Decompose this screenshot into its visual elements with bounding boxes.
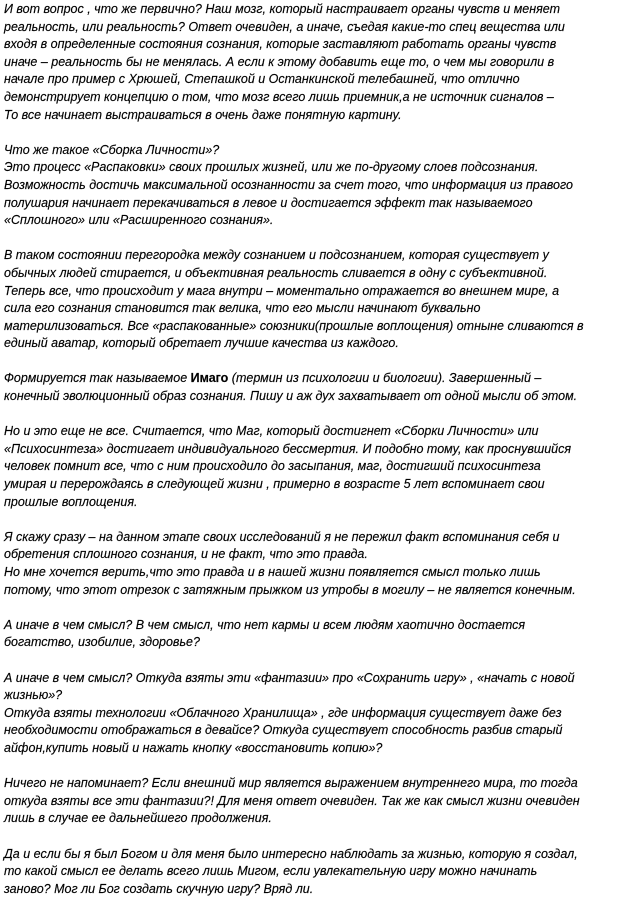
- text-line: умирая и перерождаясь в следующей жизни , примерно в возрасте 5 лет вспоминает свои: [4, 477, 545, 492]
- text-line: жизнью»?: [4, 688, 63, 703]
- text-line: И вот вопрос , что же первично? Наш мозг, который настраивает органы чувств и меняет: [4, 2, 561, 16]
- text-line: Ничего не напоминает? Если внешний мир является выражением внутреннего мира, то тогда: [4, 776, 578, 791]
- text-line: «Психосинтеза» достигает индивидуального бессмертия. И подобно тому, как проснувшийся: [4, 441, 572, 456]
- text-fragment: Формируется так называемое: [4, 371, 191, 386]
- text-line: Откуда взяты технологии «Облачного Хранилища» , где информация существует даже без: [4, 705, 562, 720]
- text-line: материлизоваться. Все «распакованные» союзники(прошлые воплощения) отныне сливаются в: [4, 318, 584, 333]
- text-line: конечный эволюционный образ сознания. Пишу и аж дух захватывает от одной мысли об этом.: [4, 389, 578, 404]
- text-line: сила его сознания становится так велика, что его мысли начинают буквально: [4, 301, 481, 316]
- text-line: обычных людей стирается, и объективная реальность сливается в одну с субъективной.: [4, 265, 548, 280]
- text-line: начале про пример с Хрюшей, Степашкой и Останкинской телебашней, что отлично: [4, 72, 520, 87]
- paragraph-7: [4, 617, 616, 652]
- paragraph-4: [4, 370, 616, 405]
- text-line: Возможность достичь максимальной осознанности за счет того, что информация из правого: [4, 177, 573, 192]
- text-line: входя в определенные состояния сознания, которые заставляют работать органы чувств: [4, 37, 557, 52]
- text-line: А иначе в чем смысл? В чем смысл, что нет кармы и всем людям хаотично достается: [4, 617, 526, 632]
- text-line: «Сплошного» или «Расширенного сознания».: [4, 213, 274, 228]
- paragraph-1: [4, 1, 616, 124]
- text-line: Теперь все, что происходит у мага внутри – моментально отражается во внешнем мире, а: [4, 283, 560, 298]
- text-line: полушария начинает перекачиваться в левое и достигается эффект так называемого: [4, 195, 533, 210]
- text-line: [4, 370, 616, 388]
- imago-term: Имаго: [190, 371, 229, 386]
- paragraph-3: [4, 247, 616, 353]
- text-line: демонстрирует концепцию о том, что мозг всего лишь приемник,а не источник сигналов –: [4, 89, 554, 104]
- paragraph-2: [4, 142, 616, 230]
- text-line: Это процесс «Распаковки» своих прошлых жизней, или же по-другому слоев подсознания.: [4, 160, 539, 175]
- text-fragment: (термин из психологии и биологии). Завершенный –: [228, 371, 542, 386]
- text-line: человек помнит все, что с ним происходило до засыпания, маг, достигший психосинтеза: [4, 459, 541, 474]
- text-line: заново? Мог ли Бог создать скучную игру? Вряд ли.: [4, 881, 314, 896]
- text-line: Но мне хочется верить,что это правда и в нашей жизни появляется смысл только лишь: [4, 565, 541, 579]
- text-line: богатство, изобилие, здоровье?: [4, 635, 200, 650]
- paragraph-8: [4, 670, 616, 758]
- text-line: то какой смысл ее делать всего лишь Мигом, если увлекательную игру можно начинать: [4, 864, 538, 879]
- text-line: прошлые воплощения.: [4, 494, 138, 509]
- text-line: реальность, или реальность? Ответ очевиден, а иначе, съедая какие-то спец вещества или: [4, 19, 565, 34]
- paragraph-10: [4, 846, 616, 899]
- text-line: Да и если бы я был Богом и для меня было интересно наблюдать за жизнью, которую я создал,: [4, 846, 578, 861]
- paragraph-5: [4, 423, 616, 511]
- text-line: В таком состоянии перегородка между сознанием и подсознанием, которая существует у: [4, 248, 549, 263]
- text-line: потому, что этот отрезок с затяжным прыжком из утробы в могилу – не является конечным.: [4, 582, 576, 597]
- text-line: айфон,купить новый и нажать кнопку «восстановить копию»?: [4, 740, 383, 755]
- text-line: необходимости отображаться в девайсе? Откуда существует способность разбив старый: [4, 723, 563, 738]
- text-line: А иначе в чем смысл? Откуда взяты эти «фантазии» про «Сохранить игру» , «начать с новой: [4, 670, 575, 685]
- text-line: откуда взяты все эти фантазии?! Для меня ответ очевиден. Так же как смысл жизни очевиден: [4, 793, 580, 808]
- paragraph-9: [4, 775, 616, 828]
- text-line: иначе – реальность бы не менялась. А если к этому добавить еще то, о чем мы говорили в: [4, 54, 555, 69]
- text-line: Но и это еще не все. Считается, что Маг, который достигнет «Сборки Личности» или: [4, 424, 539, 439]
- paragraph-6: [4, 529, 616, 599]
- text-line: То все начинает выстраиваться в очень даже понятную картину.: [4, 107, 402, 122]
- text-line: Я скажу сразу – на данном этапе своих исследований я не пережил факт вспоминания себя и: [4, 529, 560, 544]
- text-line: единый аватар, который обретает лучшие качества из каждого.: [4, 336, 399, 351]
- text-line: обретения сплошного сознания, и не факт, что это правда.: [4, 547, 368, 562]
- text-line: лишь в случае ее дальнейшего продолжения.: [4, 811, 272, 826]
- text-line: Что же такое «Сборка Личности»?: [4, 142, 220, 157]
